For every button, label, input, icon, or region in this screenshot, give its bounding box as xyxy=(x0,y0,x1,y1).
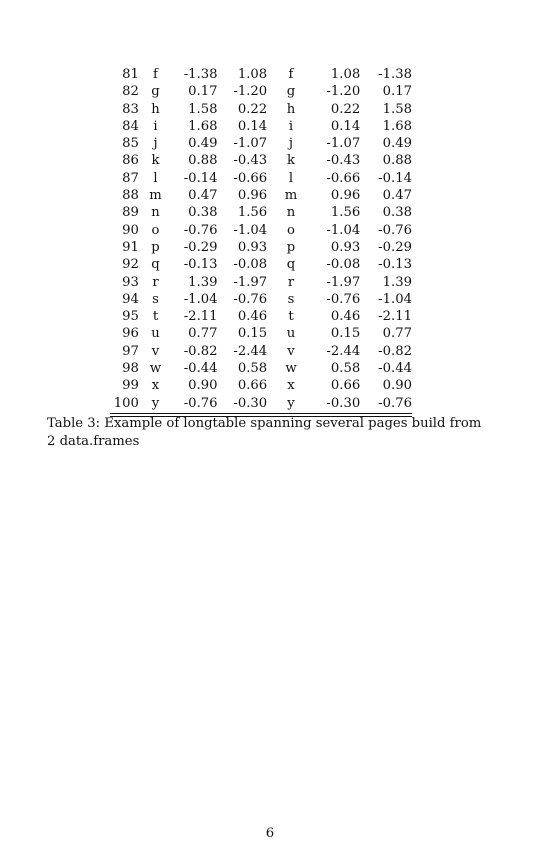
table-row xyxy=(110,274,412,291)
table-cell-row-index: 86 xyxy=(122,153,139,169)
table-cell-letter-right: t xyxy=(288,309,294,325)
table-cell-row-index: 85 xyxy=(122,136,139,152)
table-cell-row-index: 87 xyxy=(122,170,139,186)
table-cell-value-b: -1.07 xyxy=(233,136,268,152)
table-cell-value-c: 0.96 xyxy=(330,188,361,204)
table-cell-value-d: -0.44 xyxy=(378,361,412,377)
table-cell-value-a: -0.29 xyxy=(183,239,218,255)
table-cell-row-index: 96 xyxy=(122,326,139,342)
table-cell-value-c: -0.66 xyxy=(326,170,361,186)
table-cell-value-c: 0.93 xyxy=(330,239,361,255)
table-cell-letter-left: x xyxy=(151,378,160,394)
table-cell-letter-right: x xyxy=(287,378,295,394)
table-cell-value-b: 0.96 xyxy=(237,188,268,204)
longtable xyxy=(110,66,412,412)
table-cell-letter-right: s xyxy=(287,291,295,307)
table-cell-letter-left: y xyxy=(151,395,160,411)
table-cell-value-a: 0.17 xyxy=(188,84,218,100)
table-cell-value-d: 0.47 xyxy=(382,188,412,204)
table-cell-value-b: 0.66 xyxy=(237,378,268,394)
table-cell-value-d: -1.38 xyxy=(378,67,412,82)
table-cell-row-index: 97 xyxy=(122,343,139,359)
table-row xyxy=(110,343,412,360)
table-caption xyxy=(47,415,487,451)
table-cell-value-c: 0.22 xyxy=(330,101,361,117)
table-cell-letter-left: m xyxy=(149,188,162,204)
table-cell-letter-left: q xyxy=(151,257,160,273)
table-cell-value-a: 1.58 xyxy=(188,101,218,117)
table-cell-value-d: 0.38 xyxy=(382,205,412,221)
table-cell-value-c: 0.14 xyxy=(330,118,361,134)
table-cell-value-b: -0.08 xyxy=(233,257,268,273)
table-cell-value-b: 0.14 xyxy=(237,118,268,134)
table-cell-value-a: 0.49 xyxy=(188,136,218,152)
table-cell-letter-left: f xyxy=(153,67,158,82)
table-cell-value-d: -0.29 xyxy=(378,239,412,255)
table-row xyxy=(110,222,412,239)
table-cell-row-index: 88 xyxy=(122,188,139,204)
caption-text: Example of longtable spanning several pages build from 2 data.frames xyxy=(47,416,482,449)
table-cell-letter-right: u xyxy=(286,326,296,342)
table-cell-value-c: -1.20 xyxy=(326,84,361,100)
table-cell-letter-left: k xyxy=(151,153,160,169)
table-cell-value-a: -0.13 xyxy=(183,257,218,273)
table-cell-value-a: 1.68 xyxy=(188,118,218,134)
table-row xyxy=(110,204,412,221)
table-cell-value-a: 0.90 xyxy=(188,378,218,394)
table-cell-value-a: -0.76 xyxy=(183,395,218,411)
table-cell-value-c: -2.44 xyxy=(326,343,361,359)
table-row xyxy=(110,308,412,325)
table-cell-letter-right: k xyxy=(286,153,295,169)
table-row xyxy=(110,239,412,256)
table-cell-letter-right: q xyxy=(286,257,296,273)
table-cell-letter-left: v xyxy=(151,343,160,359)
table-cell-value-b: -1.04 xyxy=(233,222,268,238)
table-row xyxy=(110,118,412,135)
table-cell-value-b: -0.30 xyxy=(233,395,268,411)
table-cell-letter-left: h xyxy=(151,101,160,117)
table-row xyxy=(110,152,412,169)
table-cell-letter-left: o xyxy=(151,222,160,238)
table-cell-letter-right: f xyxy=(288,67,294,82)
table-cell-row-index: 93 xyxy=(122,274,139,290)
table-row xyxy=(110,395,412,412)
table-cell-value-c: -0.76 xyxy=(326,291,361,307)
table-cell-letter-right: m xyxy=(284,188,298,204)
table-cell-letter-right: l xyxy=(288,170,294,186)
table-cell-row-index: 91 xyxy=(122,239,139,255)
table-cell-value-b: -0.43 xyxy=(233,153,268,169)
table-cell-value-a: -0.44 xyxy=(183,361,218,377)
table-row xyxy=(110,325,412,342)
table-cell-letter-right: o xyxy=(286,222,295,238)
table-cell-row-index: 94 xyxy=(122,291,139,307)
page-number: 6 xyxy=(265,826,275,841)
table-cell-value-b: -0.66 xyxy=(233,170,268,186)
table-cell-value-d: 1.58 xyxy=(382,101,412,117)
table-cell-value-c: 0.46 xyxy=(330,309,361,325)
table-cell-letter-left: i xyxy=(153,118,158,134)
table-cell-value-a: 0.38 xyxy=(188,205,218,221)
table-cell-letter-left: j xyxy=(153,136,158,152)
table-cell-row-index: 95 xyxy=(122,309,139,325)
table-cell-value-b: 0.58 xyxy=(237,361,268,377)
table-cell-letter-left: n xyxy=(151,205,160,221)
table-cell-value-b: -0.76 xyxy=(233,291,268,307)
table-cell-row-index: 89 xyxy=(122,205,139,221)
table-cell-row-index: 83 xyxy=(122,101,139,117)
table-cell-row-index: 99 xyxy=(122,378,139,394)
table-cell-value-a: -2.11 xyxy=(183,309,218,325)
table-cell-value-a: -0.14 xyxy=(183,170,218,186)
table-cell-row-index: 92 xyxy=(122,257,139,273)
table-row xyxy=(110,170,412,187)
table-cell-value-b: 0.93 xyxy=(237,239,268,255)
table-row xyxy=(110,135,412,152)
table-cell-value-b: -1.97 xyxy=(233,274,268,290)
table-cell-row-index: 100 xyxy=(113,395,139,411)
table-cell-value-d: -0.14 xyxy=(378,170,412,186)
table-cell-value-d: -0.82 xyxy=(378,343,412,359)
table-cell-value-d: 1.68 xyxy=(382,118,412,134)
table-cell-letter-right: v xyxy=(287,343,295,359)
table-cell-row-index: 81 xyxy=(122,67,139,82)
table-cell-value-d: 0.88 xyxy=(382,153,412,169)
table-cell-letter-left: t xyxy=(152,309,159,325)
table-row xyxy=(110,66,412,83)
table-cell-letter-left: s xyxy=(152,291,159,307)
table-cell-letter-right: h xyxy=(286,101,296,117)
table-cell-value-a: 0.47 xyxy=(188,188,218,204)
table-cell-value-c: 0.66 xyxy=(330,378,361,394)
table-cell-value-a: -0.82 xyxy=(183,343,218,359)
table-cell-row-index: 82 xyxy=(122,84,139,100)
table-cell-value-c: -1.07 xyxy=(326,136,361,152)
table-cell-value-b: -1.20 xyxy=(233,84,268,100)
table-cell-letter-right: r xyxy=(287,274,295,290)
table-cell-row-index: 84 xyxy=(122,118,139,134)
table-cell-value-b: 0.15 xyxy=(237,326,268,342)
table-cell-value-b: 0.22 xyxy=(237,101,268,117)
longtable-container xyxy=(110,66,412,417)
table-cell-value-c: 1.08 xyxy=(330,67,361,82)
table-cell-value-d: -1.04 xyxy=(378,291,412,307)
table-row xyxy=(110,360,412,377)
table-cell-value-c: 1.56 xyxy=(330,205,361,221)
table-body xyxy=(110,66,412,412)
table-row xyxy=(110,187,412,204)
table-cell-row-index: 90 xyxy=(122,222,139,238)
table-cell-value-d: 0.17 xyxy=(382,84,412,100)
table-cell-value-d: -0.76 xyxy=(378,395,412,411)
table-cell-value-b: 1.08 xyxy=(237,67,268,82)
table-cell-value-c: -0.43 xyxy=(326,153,361,169)
table-cell-value-c: 0.15 xyxy=(330,326,361,342)
table-cell-row-index: 98 xyxy=(122,361,139,377)
table-row xyxy=(110,256,412,273)
table-cell-letter-right: n xyxy=(286,205,296,221)
table-cell-letter-left: r xyxy=(152,274,159,290)
table-cell-value-c: 0.58 xyxy=(330,361,361,377)
table-cell-value-a: -1.38 xyxy=(183,67,218,82)
table-cell-letter-right: w xyxy=(285,361,297,377)
table-cell-value-d: 0.49 xyxy=(382,136,412,152)
table-cell-value-b: 1.56 xyxy=(237,205,268,221)
table-cell-value-c: -0.08 xyxy=(326,257,361,273)
table-cell-value-d: 1.39 xyxy=(382,274,412,290)
table-row xyxy=(110,101,412,118)
table-cell-value-c: -0.30 xyxy=(326,395,361,411)
table-cell-value-c: -1.04 xyxy=(326,222,361,238)
table-cell-value-d: 0.90 xyxy=(382,378,412,394)
caption-label: Table 3: xyxy=(47,416,101,431)
table-cell-value-d: -2.11 xyxy=(378,309,412,325)
table-row xyxy=(110,291,412,308)
table-cell-value-d: -0.76 xyxy=(378,222,412,238)
table-cell-letter-left: u xyxy=(151,326,160,342)
table-cell-value-c: -1.97 xyxy=(326,274,361,290)
table-cell-value-a: -1.04 xyxy=(183,291,218,307)
table-cell-value-a: 0.88 xyxy=(188,153,218,169)
table-cell-value-a: 1.39 xyxy=(188,274,218,290)
table-cell-letter-right: j xyxy=(288,136,294,152)
table-cell-letter-right: y xyxy=(287,395,295,411)
table-cell-letter-left: p xyxy=(151,239,160,255)
table-cell-letter-left: w xyxy=(149,361,162,377)
table-cell-value-d: 0.77 xyxy=(382,326,412,342)
table-cell-value-b: 0.46 xyxy=(237,309,268,325)
table-row xyxy=(110,377,412,394)
table-cell-letter-left: l xyxy=(153,170,158,186)
table-cell-letter-right: p xyxy=(286,239,296,255)
table-cell-letter-right: g xyxy=(286,84,296,100)
table-cell-value-a: 0.77 xyxy=(188,326,218,342)
table-cell-value-b: -2.44 xyxy=(233,343,268,359)
table-cell-letter-right: i xyxy=(288,118,294,134)
table-cell-letter-left: g xyxy=(151,84,160,100)
table-cell-value-d: -0.13 xyxy=(378,257,412,273)
table-cell-value-a: -0.76 xyxy=(183,222,218,238)
table-row xyxy=(110,83,412,100)
